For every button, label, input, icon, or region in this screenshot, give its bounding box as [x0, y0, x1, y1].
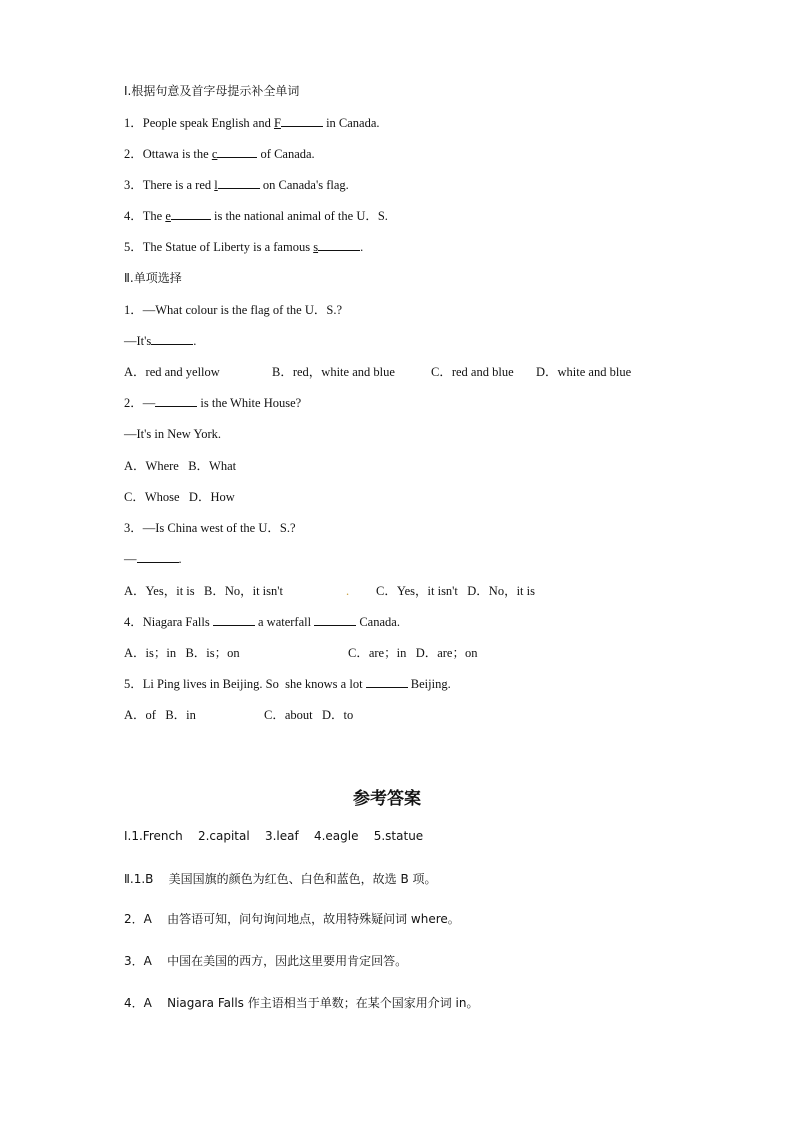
reply-text: — — [124, 552, 137, 566]
answer-blank[interactable] — [281, 114, 323, 127]
answer-blank[interactable] — [314, 613, 356, 626]
item-text: 2．Ottawa is the — [124, 147, 212, 161]
question-5-options — [124, 706, 353, 724]
item-text: is the national animal of the U．S. — [210, 209, 388, 223]
hint-letter: l — [214, 178, 218, 192]
option-a[interactable]: A．red and yellow — [124, 365, 220, 379]
fill-item-1 — [124, 114, 380, 132]
answer-line-3: 2．A 由答语可知，问句询问地点，故用特殊疑问词 where。 — [124, 912, 460, 926]
item-text: of Canada. — [257, 147, 315, 161]
answers-title: 参考答案 — [353, 789, 421, 809]
answer-blank[interactable] — [366, 675, 408, 688]
answer-blank[interactable] — [151, 332, 193, 345]
question-5-stem — [124, 675, 451, 693]
fill-item-4 — [124, 207, 388, 225]
item-text: 3．There is a red — [124, 178, 215, 192]
item-text: on Canada's flag. — [259, 178, 349, 192]
options-ab[interactable]: A．Yes，it is B．No，it isn't — [124, 584, 283, 598]
options-cd[interactable]: C．Yes，it isn't D．No，it is — [376, 584, 535, 598]
answer-line-5: 4．A Niagara Falls 作主语相当于单数；在某个国家用介词 in。 — [124, 996, 479, 1010]
question-3-stem: 3．—Is China west of the U．S.? — [124, 521, 296, 535]
item-text: in Canada. — [322, 116, 380, 130]
stray-mark: . — [346, 584, 350, 598]
answer-blank[interactable] — [213, 613, 255, 626]
fill-item-2 — [124, 145, 315, 163]
hint-letter: e — [165, 209, 171, 223]
question-1-stem: 1．—What colour is the flag of the U．S.? — [124, 303, 343, 317]
options-cd[interactable]: C．are；in D．are；on — [348, 646, 478, 660]
answer-line-1: Ⅰ.1.French 2.capital 3.leaf 4.eagle 5.statue — [124, 829, 424, 843]
answer-line-2: Ⅱ.1.B 美国国旗的颜色为红色、白色和蓝色，故选 B 项。 — [124, 872, 437, 886]
part2-heading: Ⅱ.单项选择 — [124, 271, 182, 285]
reply-text: —It's — [124, 334, 152, 348]
hint-letter: c — [211, 147, 218, 161]
option-d[interactable]: D．white and blue — [536, 365, 632, 379]
stem-text: Beijing. — [407, 677, 451, 691]
stem-text: Canada. — [356, 615, 400, 629]
options-ab[interactable]: A．of B．in — [124, 708, 196, 722]
question-4-stem — [124, 613, 400, 631]
hint-letter: s — [313, 240, 319, 254]
question-1-reply: —It's . — [124, 334, 197, 348]
stem-text: a waterfall — [254, 615, 315, 629]
question-3-options — [124, 582, 535, 600]
stem-text: 2．— — [124, 396, 156, 410]
answer-blank[interactable] — [171, 207, 211, 220]
options-ab[interactable]: A．is；in B．is；on — [124, 646, 240, 660]
question-2-reply: —It's in New York. — [124, 427, 222, 441]
item-text: 4．The — [124, 209, 166, 223]
answer-blank[interactable] — [318, 238, 360, 251]
question-3-reply: — . — [124, 552, 182, 566]
options-cd[interactable]: C．about D．to — [264, 708, 354, 722]
answer-blank[interactable] — [137, 550, 179, 563]
fill-item-5 — [124, 238, 363, 256]
question-2-stem — [124, 394, 301, 412]
answer-line-4: 3．A 中国在美国的西方，因此这里要用肯定回答。 — [124, 954, 408, 968]
item-text: . — [360, 240, 364, 254]
answer-blank[interactable] — [217, 145, 257, 158]
option-b[interactable]: B．red，white and blue — [272, 365, 395, 379]
question-2-options-ab[interactable]: A．Where B．What — [124, 459, 237, 473]
part1-heading: Ⅰ.根据句意及首字母提示补全单词 — [124, 84, 300, 98]
answer-blank[interactable] — [155, 394, 197, 407]
question-4-options — [124, 644, 477, 662]
answer-blank[interactable] — [218, 176, 260, 189]
question-2-options-cd[interactable]: C．Whose D．How — [124, 490, 235, 504]
stem-text: is the White House? — [197, 396, 302, 410]
hint-letter: F — [273, 116, 281, 130]
item-text: 5．The Statue of Liberty is a famous — [124, 240, 314, 254]
stem-text: 4．Niagara Falls — [124, 615, 213, 629]
question-1-options — [124, 363, 631, 381]
option-c[interactable]: C．red and blue — [431, 365, 514, 379]
item-text: 1．People speak English and — [124, 116, 274, 130]
stem-text: 5．Li Ping lives in Beijing. So she knows a lot — [124, 677, 366, 691]
fill-item-3 — [124, 176, 349, 194]
